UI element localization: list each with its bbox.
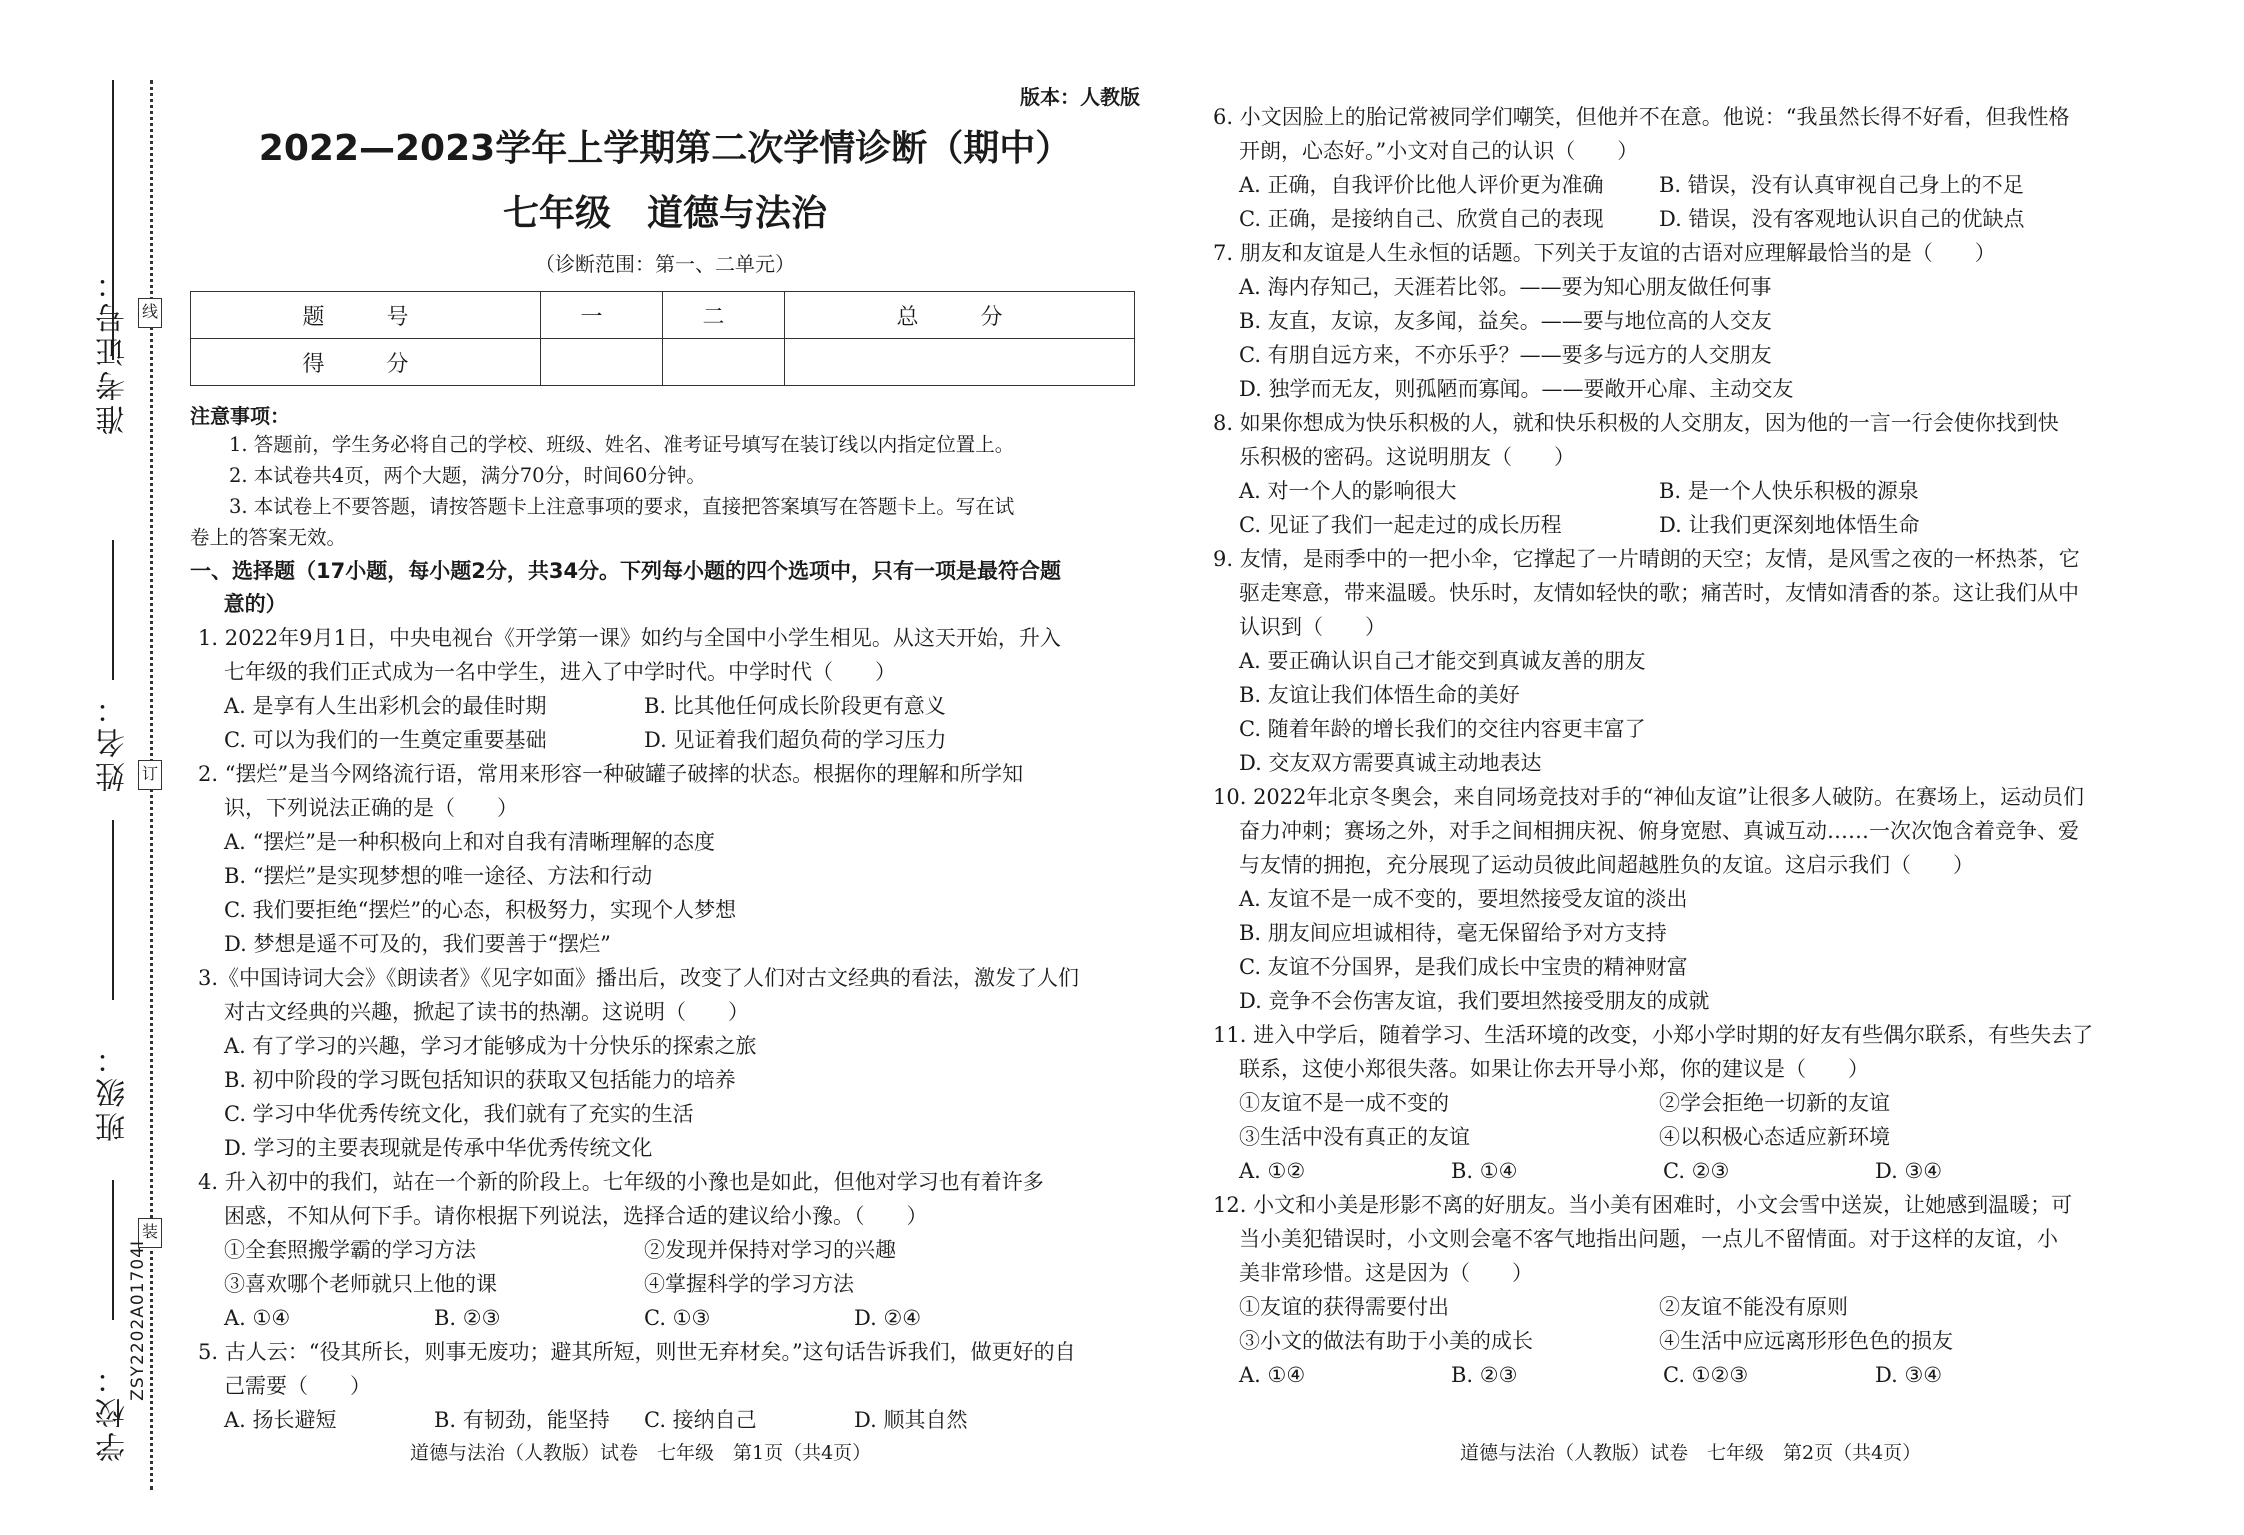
option-b: B. 友直，友谅，友多闻，益矣。——要与地位高的人交友: [1239, 309, 1772, 333]
option-d: D. 让我们更深刻地体悟生命: [1659, 513, 1920, 537]
option-c: C. 学习中华优秀传统文化，我们就有了充实的生活: [224, 1102, 694, 1126]
score-header-cell: 二: [662, 292, 784, 339]
statement-item: ①友谊不是一成不变的: [1239, 1091, 1449, 1115]
note-item: 1. 答题前，学生务必将自己的学校、班级、姓名、准考证号填写在装订线以内指定位置上。: [229, 433, 1015, 456]
question-stem: 5. 古人云：“役其所长，则事无废功；避其所短，则世无弃材矣。”这句话告诉我们，做更好的自: [198, 1340, 1076, 1364]
option-d: D. 错误，没有客观地认识自己的优缺点: [1659, 207, 2025, 231]
question-stem: 美非常珍惜。这是因为（ ）: [1239, 1261, 1533, 1285]
note-item: 3. 本试卷上不要答题，请按答题卡上注意事项的要求，直接把答案填写在答题卡上。写在试: [229, 495, 1015, 518]
option-d: D. 学习的主要表现就是传承中华优秀传统文化: [224, 1136, 653, 1160]
section-heading: [190, 555, 1140, 621]
question-stem: 困惑，不知从何下手。请你根据下列说法，选择合适的建议给小豫。（ ）: [224, 1204, 928, 1228]
question-stem: 6. 小文因脸上的胎记常被同学们嘲笑，但他并不在意。他说：“我虽然长得不好看，但我性格: [1213, 105, 2070, 129]
question-stem: 1. 2022年9月1日，中央电视台《开学第一课》如约与全国中小学生相见。从这天开始，升入: [198, 626, 1061, 650]
option-b: B. 有韧劲，能坚持: [434, 1408, 610, 1432]
question-stem: 己需要（ ）: [224, 1374, 371, 1398]
option-c: C. 随着年龄的增长我们的交往内容更丰富了: [1239, 717, 1646, 741]
option-a: A. “摆烂”是一种积极向上和对自我有清晰理解的态度: [224, 830, 715, 854]
option-d: D. 竞争不会伤害友谊，我们要坦然接受朋友的成就: [1239, 989, 1710, 1013]
question-stem: 7. 朋友和友谊是人生永恒的话题。下列关于友谊的古语对应理解最恰当的是（ ）: [1213, 241, 1996, 265]
binding-mark-line: 线: [138, 298, 162, 328]
option-b: B. 是一个人快乐积极的源泉: [1659, 479, 1919, 503]
bind-underline: [112, 820, 114, 1000]
question-9: [1205, 542, 2205, 780]
option-d: D. 独学而无友，则孤陋而寡闻。——要敞开心扉、主动交友: [1239, 377, 1794, 401]
option-b: B. 比其他任何成长阶段更有意义: [644, 694, 946, 718]
statement-item: ③小文的做法有助于小美的成长: [1239, 1329, 1533, 1353]
note-item: 2. 本试卷共4页，两个大题，满分70分，时间60分钟。: [229, 464, 706, 487]
question-8: [1205, 406, 2205, 542]
option-c: C. 友谊不分国界，是我们成长中宝贵的精神财富: [1239, 955, 1688, 979]
statement-item: ②学会拒绝一切新的友谊: [1659, 1091, 1890, 1115]
option-d: D. ③④: [1875, 1363, 1943, 1387]
option-a: A. 正确，自我评价比他人评价更为准确: [1239, 173, 1604, 197]
option-b: B. 朋友间应坦诚相待，毫无保留给予对方支持: [1239, 921, 1667, 945]
question-stem: 与友情的拥抱，充分展现了运动员彼此间超越胜负的友谊。这启示我们（ ）: [1239, 853, 1974, 877]
page-2-footer: 道德与法治（人教版）试卷 七年级 第2页（共4页）: [1460, 1442, 1922, 1464]
score-table: [190, 291, 1135, 386]
score-header-cell: 总 分: [785, 292, 1135, 339]
question-2: [190, 757, 1140, 961]
question-11: [1205, 1018, 2205, 1188]
option-c: C. ②③: [1663, 1159, 1730, 1183]
score-cell: [540, 339, 662, 386]
binding-mark-staple: 订: [138, 760, 162, 790]
exam-subtitle: 七年级 道德与法治: [502, 193, 827, 234]
option-a: A. ①②: [1239, 1159, 1306, 1183]
question-stem: 联系，这使小郑很失落。如果让你去开导小郑，你的建议是（ ）: [1239, 1057, 1869, 1081]
question-12: [1205, 1188, 2205, 1392]
option-d: D. ③④: [1875, 1159, 1943, 1183]
question-stem: 10. 2022年北京冬奥会，来自同场竞技对手的“神仙友谊”让很多人破防。在赛场上，运动员们: [1213, 785, 2084, 809]
bind-underline: [112, 540, 114, 680]
note-item-cont: 卷上的答案无效。: [190, 526, 347, 549]
exam-number-label: 准考证号：: [96, 265, 131, 435]
statement-item: ③喜欢哪个老师就只上他的课: [224, 1272, 497, 1296]
question-stem: 3.《中国诗词大会》《朗读者》《见字如面》播出后，改变了人们对古文经典的看法，激发了人们: [198, 966, 1080, 990]
question-stem: 4. 升入初中的我们，站在一个新的阶段上。七年级的小豫也是如此，但他对学习也有着许多: [198, 1170, 1044, 1194]
statement-item: ②友谊不能没有原则: [1659, 1295, 1848, 1319]
page-1: [190, 75, 1140, 1437]
binding-strip: [0, 0, 170, 1535]
binding-mark-bind: 装: [138, 1218, 162, 1248]
question-6: [1205, 100, 2205, 236]
question-5: [190, 1335, 1140, 1437]
option-c: C. 有朋自远方来，不亦乐乎？——要多与远方的人交朋友: [1239, 343, 1772, 367]
school-label: 学校：: [96, 1360, 131, 1462]
option-c: C. 接纳自己: [644, 1408, 757, 1432]
option-c: C. 正确，是接纳自己、欣赏自己的表现: [1239, 207, 1604, 231]
question-stem: 11. 进入中学后，随着学习、生活环境的改变，小郑小学时期的好友有些偶尔联系，有些失去了: [1213, 1023, 2094, 1047]
question-stem: 七年级的我们正式成为一名中学生，进入了中学时代。中学时代（ ）: [224, 660, 896, 684]
question-stem: 认识到（ ）: [1239, 615, 1386, 639]
option-c: C. 我们要拒绝“摆烂”的心态，积极努力，实现个人梦想: [224, 898, 737, 922]
option-c: C. 见证了我们一起走过的成长历程: [1239, 513, 1562, 537]
option-b: B. ①④: [1451, 1159, 1518, 1183]
exam-title: 2022—2023学年上学期第二次学情诊断（期中）: [258, 128, 1072, 169]
score-header-cell: 一: [540, 292, 662, 339]
option-d: D. ②④: [854, 1306, 922, 1330]
option-d: D. 交友双方需要真诚主动地表达: [1239, 751, 1542, 775]
score-cell: [662, 339, 784, 386]
option-b: B. 错误，没有认真审视自己身上的不足: [1659, 173, 2024, 197]
question-3: [190, 961, 1140, 1165]
question-stem: 乐积极的密码。这说明朋友（ ）: [1239, 445, 1575, 469]
option-b: B. ②③: [1451, 1363, 1518, 1387]
question-stem: 奋力冲刺；赛场之外，对手之间相拥庆祝、俯身宽慰、真诚互动……一次次饱含着竞争、爱: [1239, 819, 2079, 843]
statement-item: ②发现并保持对学习的兴趣: [644, 1238, 896, 1262]
question-stem: 识，下列说法正确的是（ ）: [224, 796, 518, 820]
paper-code: ZSY2202A01704I: [128, 1240, 148, 1401]
statement-item: ③生活中没有真正的友谊: [1239, 1125, 1470, 1149]
score-row-label: 得 分: [191, 339, 541, 386]
statement-item: ④以积极心态适应新环境: [1659, 1125, 1890, 1149]
question-stem: 2. “摆烂”是当今网络流行语，常用来形容一种破罐子破摔的状态。根据你的理解和所学知: [198, 762, 1024, 786]
notes-heading: 注意事项：: [190, 404, 290, 428]
question-stem: 开朗，心态好。”小文对自己的认识（ ）: [1239, 139, 1639, 163]
question-10: [1205, 780, 2205, 1018]
question-stem: 驱走寒意，带来温暖。快乐时，友情如轻快的歌；痛苦时，友情如清香的茶。这让我们从中: [1239, 581, 2079, 605]
option-a: A. ①④: [1239, 1363, 1306, 1387]
question-7: [1205, 236, 2205, 406]
option-a: A. 扬长避短: [224, 1408, 337, 1432]
option-d: D. 见证着我们超负荷的学习压力: [644, 728, 947, 752]
score-header-cell: 题 号: [191, 292, 541, 339]
question-stem: 对古文经典的兴趣，掀起了读书的热潮。这说明（ ）: [224, 1000, 749, 1024]
question-stem: 9. 友情，是雨季中的一把小伞，它撑起了一片晴朗的天空；友情，是风雪之夜的一杯热茶，它: [1213, 547, 2080, 571]
option-b: B. 初中阶段的学习既包括知识的获取又包括能力的培养: [224, 1068, 736, 1092]
option-c: C. ①③: [644, 1306, 711, 1330]
option-a: A. 是享有人生出彩机会的最佳时期: [224, 694, 547, 718]
statement-item: ①友谊的获得需要付出: [1239, 1295, 1449, 1319]
option-d: D. 顺其自然: [854, 1408, 968, 1432]
option-a: A. 友谊不是一成不变的，要坦然接受友谊的淡出: [1239, 887, 1688, 911]
statement-item: ①全套照搬学霸的学习方法: [224, 1238, 476, 1262]
option-c: C. ①②③: [1663, 1363, 1749, 1387]
option-a: A. 有了学习的兴趣，学习才能够成为十分快乐的探索之旅: [224, 1034, 757, 1058]
score-cell: [785, 339, 1135, 386]
option-c: C. 可以为我们的一生奠定重要基础: [224, 728, 547, 752]
question-stem: 8. 如果你想成为快乐积极的人，就和快乐积极的人交朋友，因为他的一言一行会使你找到快: [1213, 411, 2059, 435]
class-label: 班级：: [96, 1040, 131, 1142]
option-a: A. ①④: [224, 1306, 291, 1330]
statement-item: ④掌握科学的学习方法: [644, 1272, 854, 1296]
option-d: D. 梦想是遥不可及的，我们要善于“摆烂”: [224, 932, 611, 956]
version-label: 版本：人教版: [1020, 85, 1140, 109]
page-1-footer: 道德与法治（人教版）试卷 七年级 第1页（共4页）: [410, 1442, 872, 1464]
option-b: B. 友谊让我们体悟生命的美好: [1239, 683, 1520, 707]
option-a: A. 对一个人的影响很大: [1239, 479, 1457, 503]
exam-scope: （诊断范围：第一、二单元）: [535, 252, 795, 276]
option-a: A. 海内存知己，天涯若比邻。——要为知心朋友做任何事: [1239, 275, 1772, 299]
bind-underline: [112, 1180, 114, 1320]
question-stem: 当小美犯错误时，小文则会毫不客气地指出问题，一点儿不留情面。对于这样的友谊，小: [1239, 1227, 2058, 1251]
page-2: [1205, 100, 2205, 1392]
question-stem: 12. 小文和小美是形影不离的好朋友。当小美有困难时，小文会雪中送炭，让她感到温暖；可: [1213, 1193, 2073, 1217]
option-b: B. ②③: [434, 1306, 501, 1330]
option-a: A. 要正确认识自己才能交到真诚友善的朋友: [1239, 649, 1646, 673]
section-heading-line: 一、选择题（17小题，每小题2分，共34分。下列每小题的四个选项中，只有一项是最符合题: [190, 559, 1062, 583]
statement-item: ④生活中应远离形形色色的损友: [1659, 1329, 1953, 1353]
name-label: 姓名：: [96, 690, 131, 792]
option-b: B. “摆烂”是实现梦想的唯一途径、方法和行动: [224, 864, 653, 888]
question-1: [190, 621, 1140, 757]
question-4: [190, 1165, 1140, 1335]
section-heading-line: 意的）: [223, 592, 287, 616]
